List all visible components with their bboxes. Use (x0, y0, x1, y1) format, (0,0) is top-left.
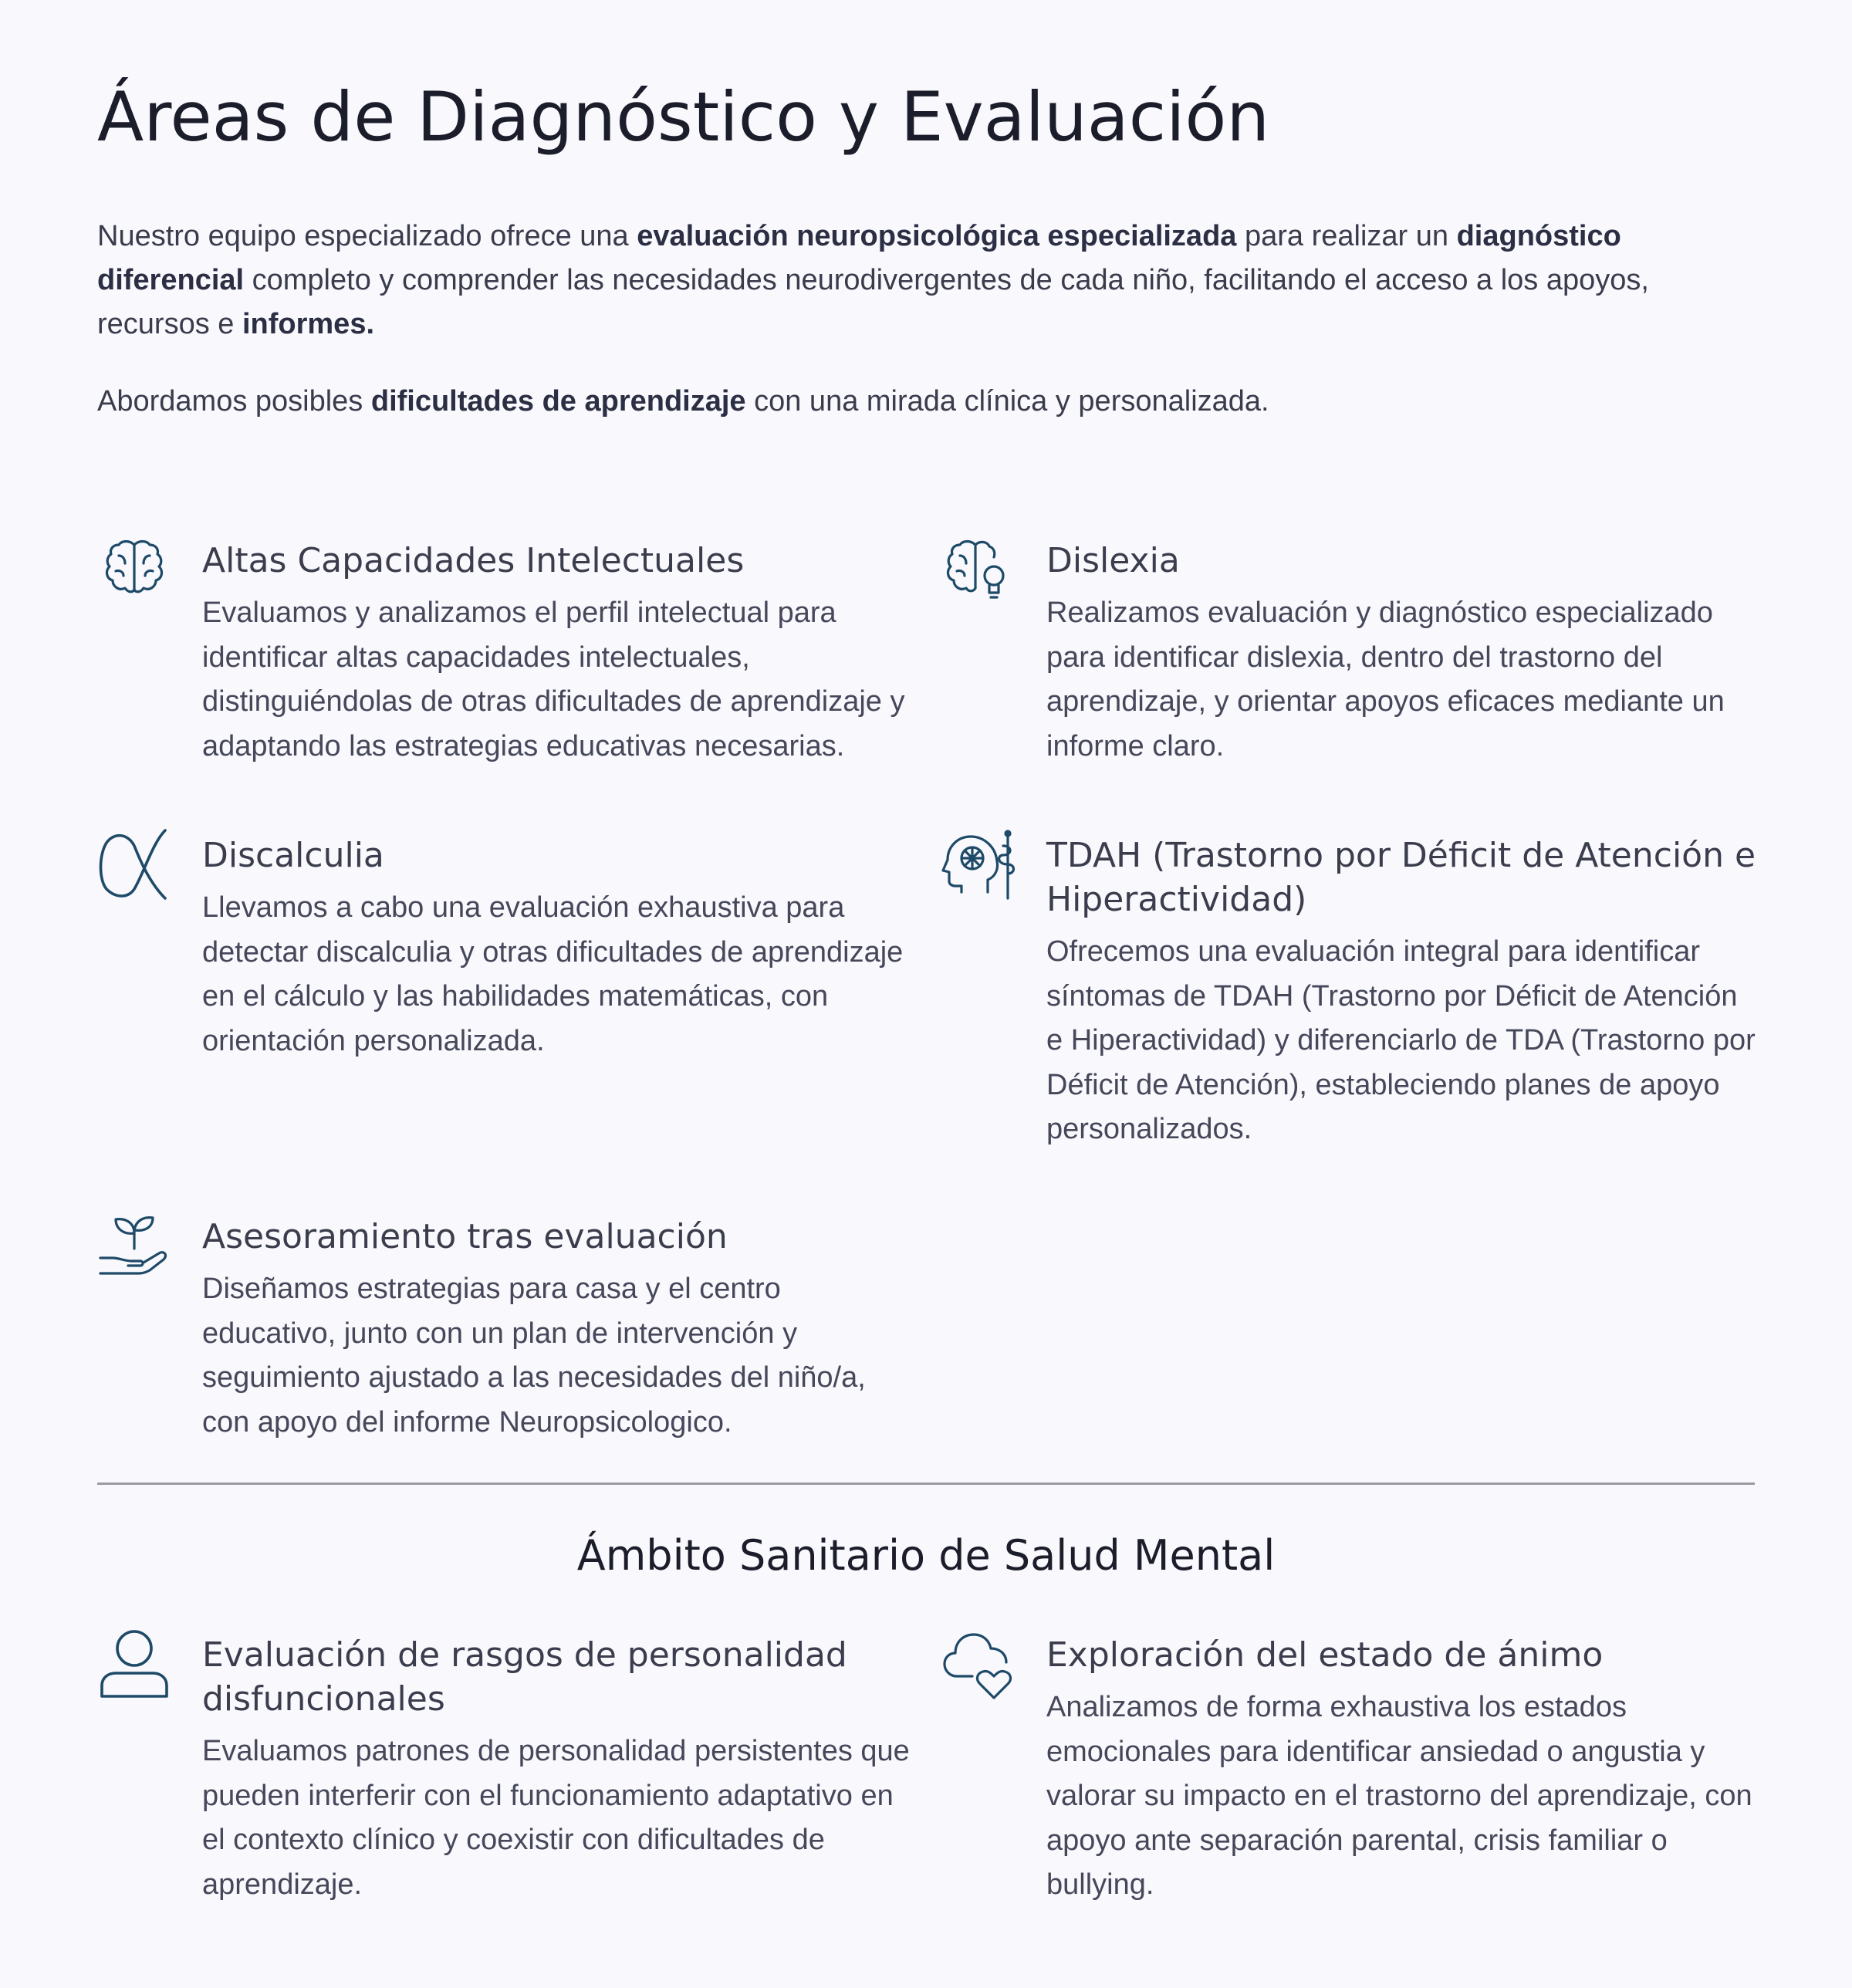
intro-emphasis: diagnóstico diferencial (97, 220, 1621, 296)
person-icon (97, 1627, 171, 1701)
cloud-heart-icon (941, 1627, 1016, 1701)
area-title: TDAH (Trastorno por Déficit de Atención e Hiperactividad) (1046, 836, 1756, 919)
area-description: Ofrecemos una evaluación integral para identificar síntomas de TDAH (Trastorno por Déficit de Atención e Hiperactividad) y diferenciarlo de TDA (Trastorno por Déficit de Atención), estableciendo planes de apoyo personalizados. (1046, 935, 1756, 1145)
mental-health-description: Analizamos de forma exhaustiva los estados emocionales para identificar ansiedad o angustia y valorar su impacto en el trastorno del aprendizaje, con apoyo ante separación parental, crisis familiar o bullying. (1046, 1691, 1752, 1901)
mental-health-title: Exploración del estado de ánimo (1046, 1635, 1604, 1675)
area-title: Discalculia (202, 836, 384, 875)
intro-emphasis: dificultades de aprendizaje (370, 385, 746, 418)
intro-text: completo y comprender las necesidades neurodivergentes de cada niño, facilitando el acceso a los apoyos, recursos e (97, 264, 1649, 340)
mental-health-title: Evaluación de rasgos de personalidad disfuncionales (202, 1635, 847, 1719)
head-brain-medical-icon (941, 827, 1016, 901)
intro-text: Nuestro equipo especializado ofrece una (97, 220, 637, 252)
area-description: Evaluamos y analizamos el perfil intelectual para identificar altas capacidades intelectuales, distinguiéndolas de otras dificultades de aprendizaje y adaptando las estrategias educativas necesarias. (202, 597, 905, 762)
brain-icon (97, 532, 171, 607)
alpha-icon (97, 827, 171, 901)
area-description: Llevamos a cabo una evaluación exhaustiva para detectar discalculia y otras dificultades de aprendizaje en el cálculo y las habilidades matemáticas, con orientación personalizada. (202, 891, 904, 1057)
section-title: Ámbito Sanitario de Salud Mental (576, 1531, 1276, 1580)
intro-paragraph (97, 215, 1702, 347)
section-divider (97, 1483, 1755, 1485)
intro-text: Abordamos posibles (97, 385, 371, 418)
area-title: Asesoramiento tras evaluación (202, 1217, 728, 1256)
area-title: Dislexia (1046, 541, 1180, 580)
intro-emphasis: evaluación neuropsicológica especializada (637, 220, 1237, 252)
area-title: Altas Capacidades Intelectuales (202, 541, 745, 580)
intro-text: para realizar un (1236, 220, 1457, 252)
intro-emphasis: informes. (242, 308, 375, 340)
mental-health-description: Evaluamos patrones de personalidad persistentes que pueden interferir con el funcionamiento adaptativo en el contexto clínico y coexistir con dificultades de aprendizaje. (202, 1735, 910, 1901)
area-description: Realizamos evaluación y diagnóstico especializado para identificar dislexia, dentro del trastorno del aprendizaje, y orientar apoyos eficaces mediante un informe claro. (1046, 597, 1725, 762)
area-description: Diseñamos estrategias para casa y el centro educativo, junto con un plan de intervención y seguimiento ajustado a las necesidades del niño/a, con apoyo del informe Neuropsicologico. (202, 1273, 866, 1439)
intro-paragraph-2 (97, 380, 1702, 424)
intro-text: con una mirada clínica y personalizada. (745, 385, 1269, 418)
hand-sprout-icon (97, 1209, 171, 1283)
page-title: Áreas de Diagnóstico y Evaluación (97, 77, 1270, 157)
brain-lightbulb-icon (941, 532, 1016, 607)
